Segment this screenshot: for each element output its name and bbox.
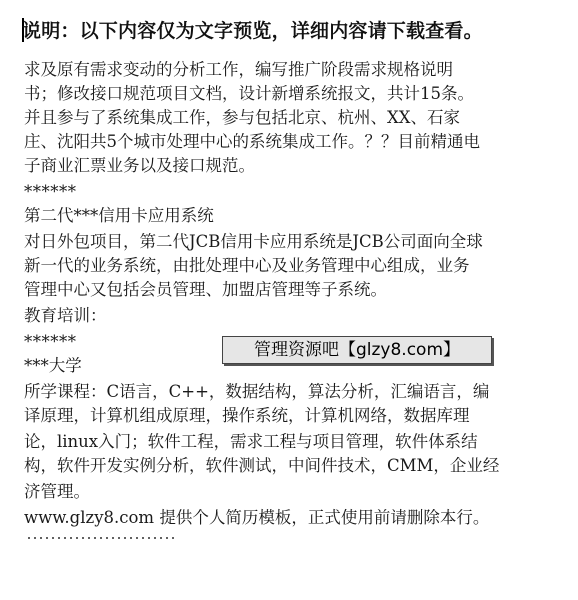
body-line-16: 论，linux入门；软件工程，需求工程与项目管理，软件体系结 (24, 432, 478, 451)
footer-url-line: www.glzy8.com 提供个人简历模板，正式使用前请删除本行。 (24, 508, 490, 527)
redacted-line-1: ****** (24, 182, 77, 201)
redacted-line-2: ****** (24, 332, 77, 351)
body-line-3: 并且参与了系统集成工作，参与包括北京、杭州、XX、石家 (24, 108, 460, 127)
dotted-divider (26, 536, 178, 540)
university-name: ***大学 (24, 356, 82, 375)
body-line-14: 所学课程：C语言，C++，数据结构，算法分析，汇编语言，编 (24, 382, 490, 401)
watermark-badge: 管理资源吧【glzy8.com】 (222, 336, 492, 364)
body-line-2: 书；修改接口规范项目文档，设计新增系统报文，共计15条。 (24, 84, 474, 103)
body-line-18: 济管理。 (24, 482, 90, 501)
education-heading: 教育培训： (24, 306, 107, 325)
body-line-8: 对日外包项目，第二代JCB信用卡应用系统是JCB公司面向全球 (24, 232, 483, 251)
body-line-10: 管理中心又包括会员管理、加盟店管理等子系统。 (24, 280, 387, 299)
body-line-4: 庄、沈阳共5个城市处理中心的系统集成工作。？？目前精通电 (24, 132, 480, 151)
preview-notice: 说明：以下内容仅为文字预览，详细内容请下载查看。 (22, 20, 483, 42)
project-title: 第二代***信用卡应用系统 (24, 206, 214, 225)
body-line-1: 求及原有需求变动的分析工作，编写推广阶段需求规格说明 (24, 60, 453, 79)
body-line-5: 子商业汇票业务以及接口规范。 (24, 156, 255, 175)
body-line-17: 构，软件开发实例分析，软件测试，中间件技术，CMM，企业经 (24, 456, 500, 475)
body-line-15: 译原理，计算机组成原理，操作系统，计算机网络，数据库理 (24, 406, 470, 425)
body-line-9: 新一代的业务系统，由批处理中心及业务管理中心组成，业务 (24, 256, 470, 275)
